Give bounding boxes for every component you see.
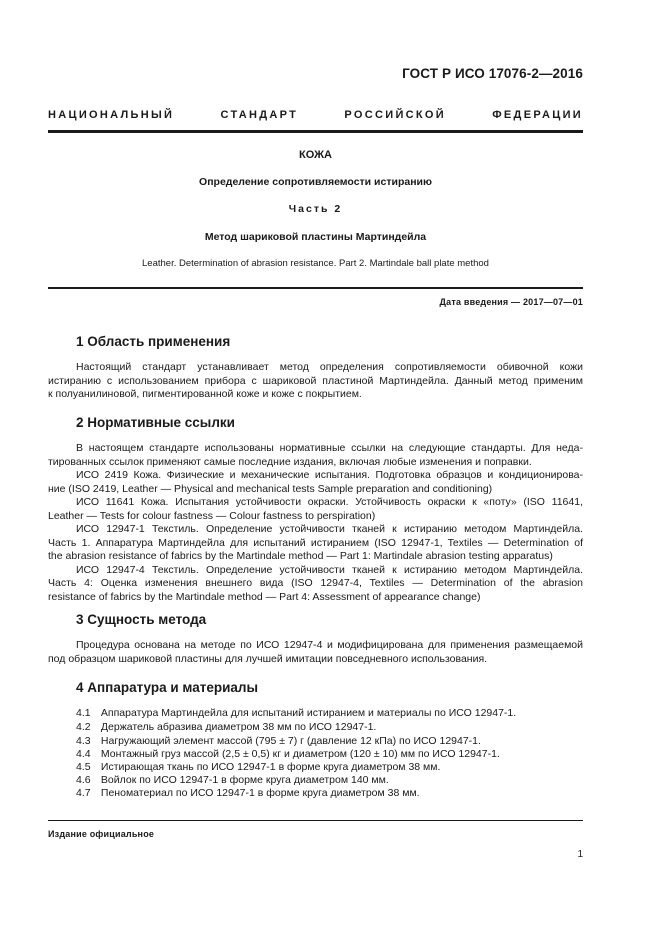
paragraph-line: В настоящем стандарте использованы нормативные ссылки на следующие стандарты. Для неда-: [76, 442, 583, 454]
section-heading-4: 4 Аппаратура и материалы: [76, 680, 259, 695]
list-item-text: Монтажный груз массой (2,5 ± 0,5) кг и диаметром (120 ± 10) мм по ИСО 12947-1.: [100, 748, 500, 760]
paragraph-line: истиранию с использованием прибора с шариковой пластиной Мартиндейла. Данный метод применим: [48, 374, 583, 387]
list-item: [76, 735, 481, 749]
list-item: [76, 707, 516, 721]
list-item-number: 4.2: [76, 721, 91, 733]
list-item-text: Войлок по ИСО 12947-1 в форме круга диаметром 140 мм.: [100, 774, 389, 786]
standard-title: КОЖА: [298, 149, 332, 161]
list-item: [76, 761, 440, 775]
list-item-number: 4.7: [76, 787, 91, 799]
reference-line: ИСО 12947-1 Текстиль. Определение устойчивости тканей к истиранию методом Мартиндейла.: [76, 523, 583, 535]
list-item: [76, 774, 389, 788]
list-item-number: 4.1: [76, 707, 91, 719]
reference-line: resistance of fabrics by the Martindale method — Part 4: Assessment of appearance change): [48, 590, 481, 603]
standard-part: Часть 2: [288, 203, 343, 215]
reference-line: ИСО 12947-4 Текстиль. Определение устойчивости тканей к истиранию методом Мартиндейла.: [76, 563, 583, 576]
english-title: Leather. Determination of abrasion resistance. Part 2. Martindale ball plate method: [142, 258, 489, 269]
paragraph-line: тированных ссылок применяют самые последние издания, включая любые изменения и поправки.: [48, 455, 532, 468]
paragraph-line: Процедура основана на методе по ИСО 12947-4 и модифицирована для применения размещаемой: [76, 639, 583, 651]
section-heading-2: 2 Нормативные ссылки: [76, 415, 235, 430]
section-2-text: [48, 442, 583, 604]
list-item-number: 4.5: [76, 761, 91, 773]
document-code: ГОСТ Р ИСО 17076-2—2016: [402, 66, 583, 81]
reference-line: Leather — Tests for colour fastness — Colour fastness to perspiration): [48, 509, 376, 522]
official-edition-label: Издание официальное: [48, 829, 155, 839]
section-heading-3: 3 Сущность метода: [76, 612, 207, 627]
paragraph-line: к полуанилиновой, пигментированной коже и коже с покрытием.: [48, 388, 362, 400]
list-item-text: Пеноматериал по ИСО 12947-1 в форме круга диаметром 38 мм.: [100, 787, 420, 799]
standard-method: Метод шариковой пластины Мартиндейла: [204, 231, 427, 243]
reference-line: the abrasion resistance of fabrics by the Martindale method — Part 1: Martindale abrasion testing apparatus): [48, 550, 553, 562]
page-number: 1: [577, 849, 583, 860]
list-item: [76, 748, 500, 762]
header-divider: [48, 130, 583, 133]
list-item: [76, 787, 420, 801]
list-item-text: Нагружающий элемент массой (795 ± 7) г (давление 12 кПа) по ИСО 12947-1.: [100, 735, 481, 747]
introduction-date: Дата введения — 2017—07—01: [439, 297, 583, 307]
standard-subtitle: Определение сопротивляемости истиранию: [199, 176, 432, 188]
paragraph-line: под образцом шариковой пластины для лучшей имитации повседневного использования.: [48, 652, 488, 665]
reference-line: ние (ISO 2419, Leather — Physical and mechanical tests Sample preparation and conditioning): [48, 482, 493, 495]
list-item-text: Истирающая ткань по ИСО 12947-1 в форме круга диаметром 38 мм.: [100, 761, 441, 773]
title-divider: [48, 287, 583, 289]
list-item-text: Аппаратура Мартиндейла для испытаний истиранием и материалы по ИСО 12947-1.: [100, 707, 517, 719]
section-heading-1: 1 Область применения: [76, 334, 231, 349]
footer-divider: [48, 820, 583, 821]
list-item-number: 4.3: [76, 735, 91, 747]
paragraph-line: Настоящий стандарт устанавливает метод определения сопротивляемости обивочной кожи: [76, 361, 583, 373]
reference-line: Часть 4: Оценка изменения внешнего вида (ISO 12947-4, Textiles — Determination of the abrasion: [48, 577, 583, 589]
list-item-number: 4.6: [76, 774, 91, 786]
list-item-number: 4.4: [76, 748, 91, 760]
list-item-text: Держатель абразива диаметром 38 мм по ИСО 12947-1.: [100, 721, 377, 733]
national-standard-banner: НАЦИОНАЛЬНЫЙ СТАНДАРТ РОССИЙСКОЙ ФЕДЕРАЦИИ: [48, 109, 583, 121]
section-1-text: [48, 361, 583, 402]
section-3-text: [48, 639, 583, 666]
reference-line: ИСО 2419 Кожа. Физические и механические испытания. Подготовка образцов и кондиционирова-: [76, 469, 583, 481]
list-item: [76, 721, 376, 735]
reference-line: Часть 1. Аппаратура Мартиндейла для испытаний истиранием (ISO 12947-1, Textiles — Determination of: [48, 536, 583, 549]
reference-line: ИСО 11641 Кожа. Испытания устойчивости окраски. Устойчивость окраски к «поту» (ISO 11641,: [76, 496, 583, 508]
